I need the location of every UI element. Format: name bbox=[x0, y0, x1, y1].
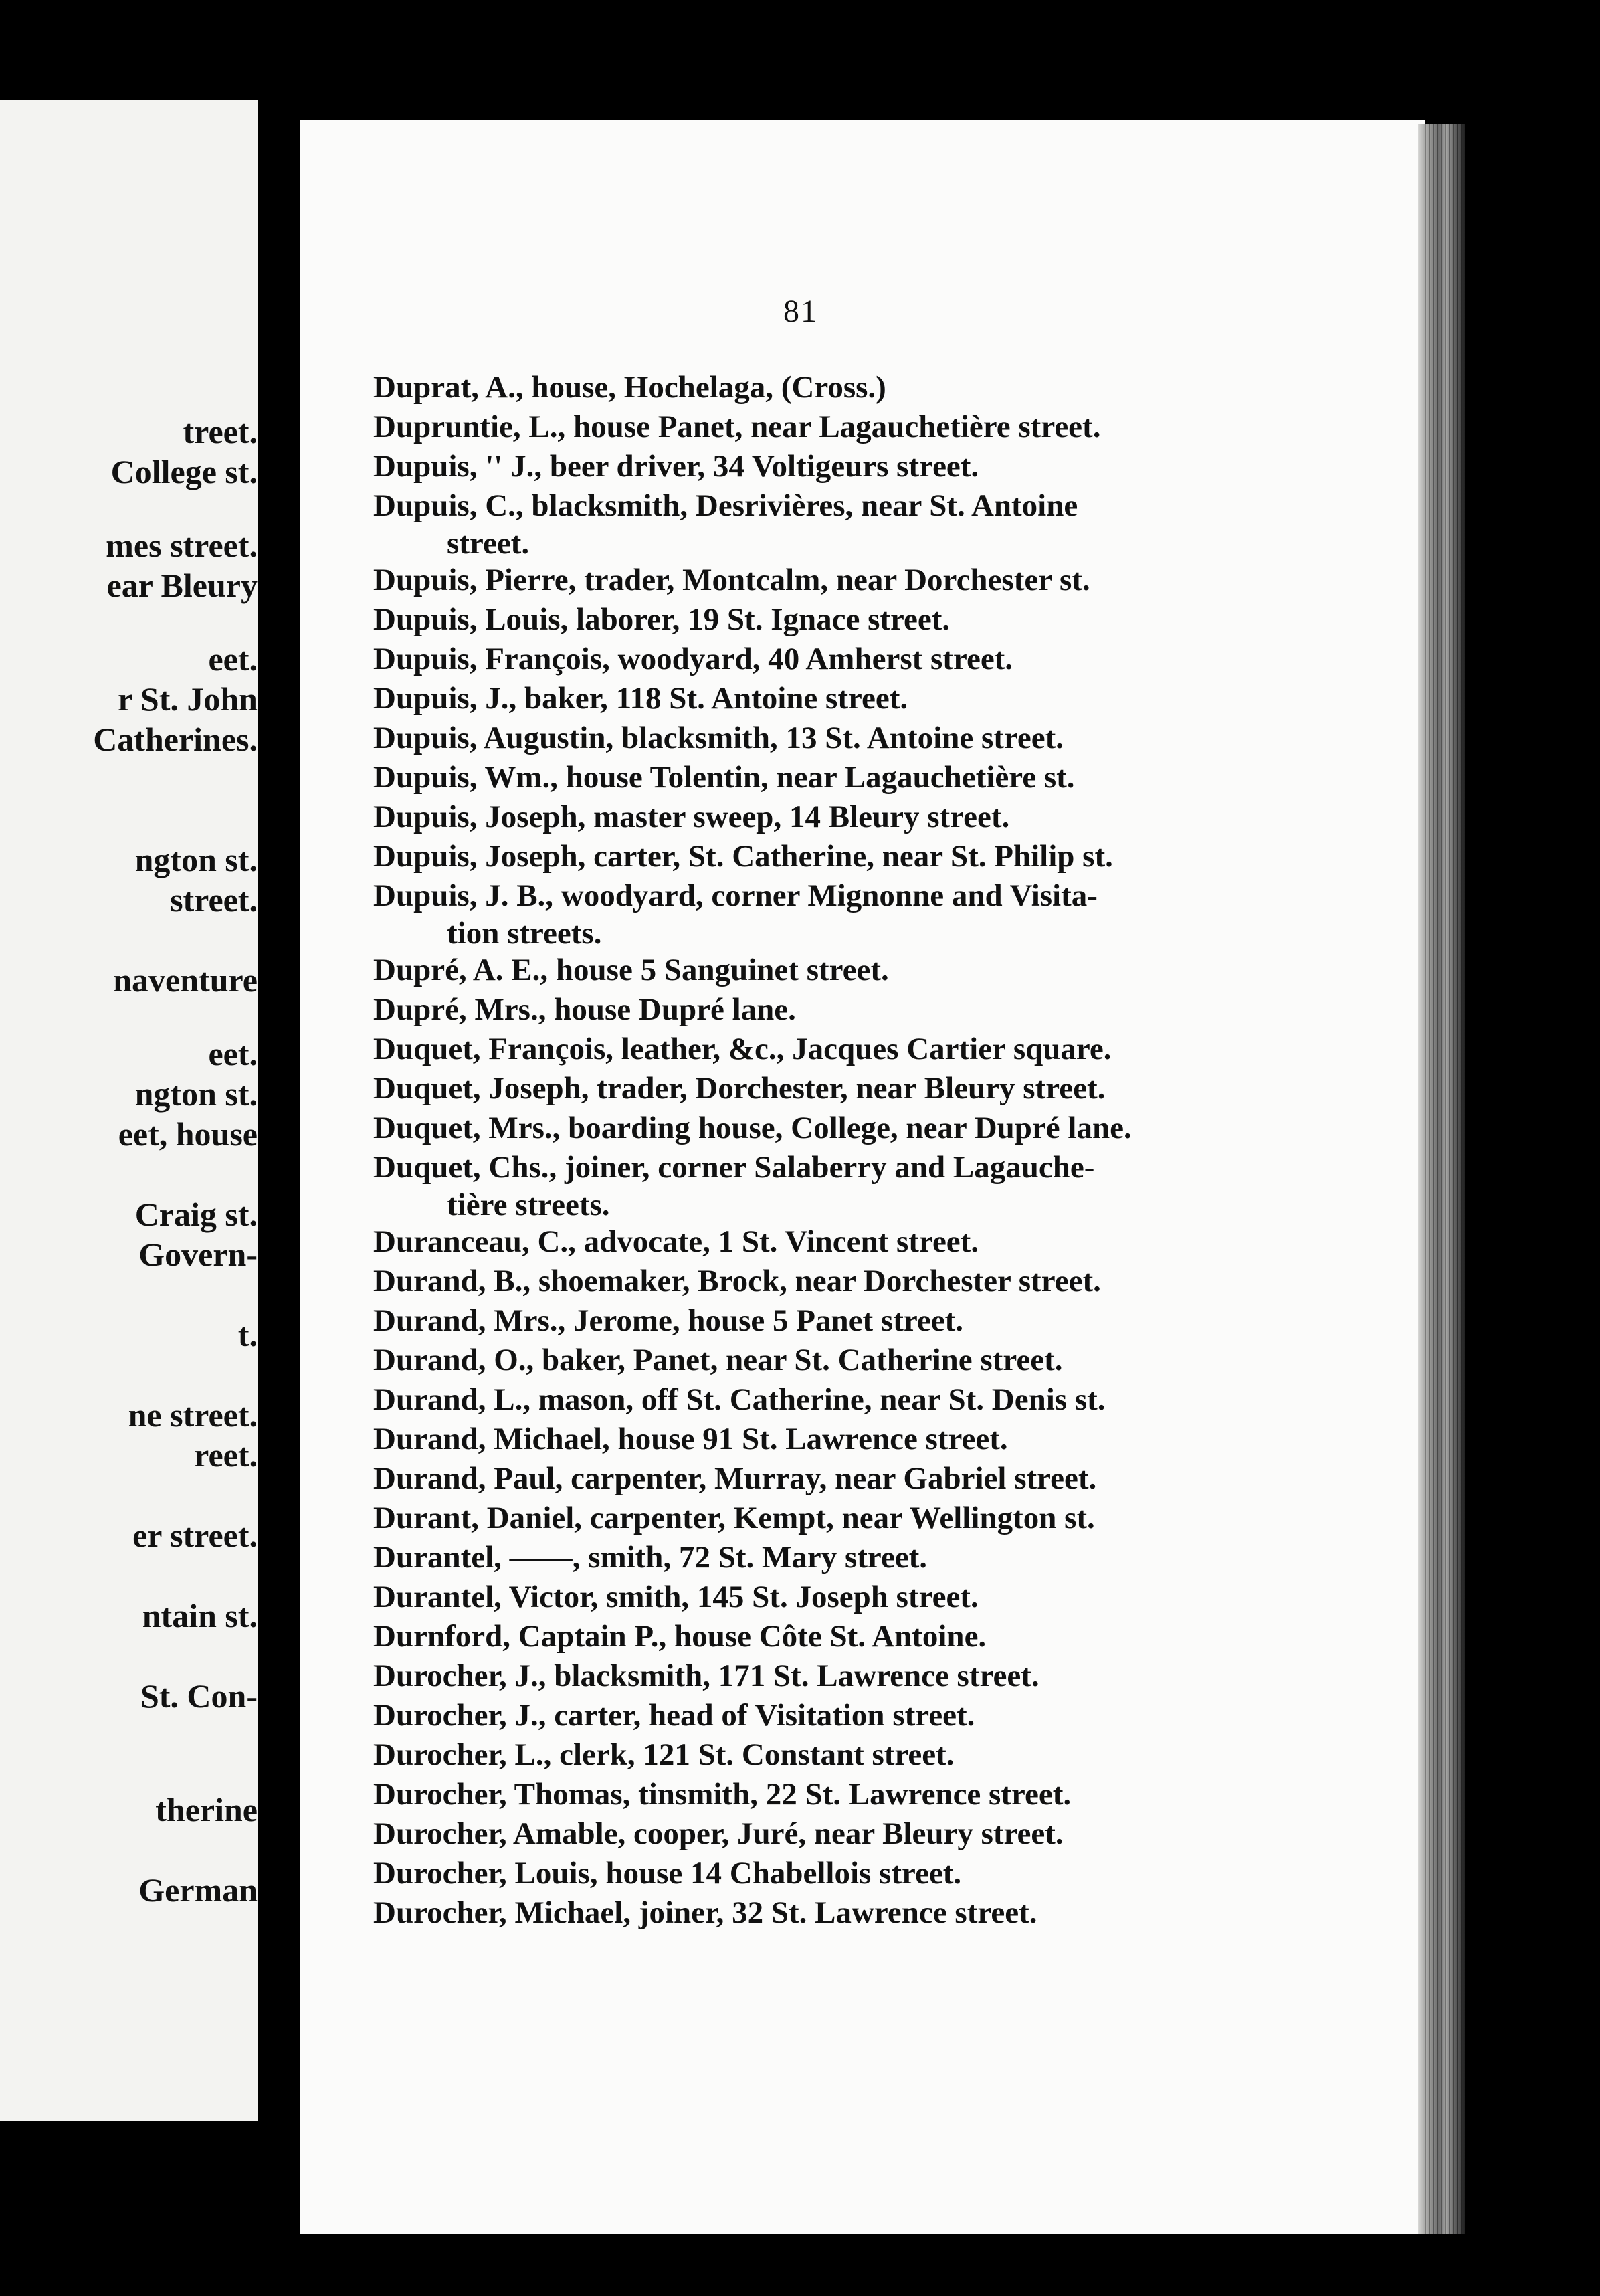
left-line: ear Bleury bbox=[106, 567, 258, 604]
directory-entry-continuation: street. bbox=[447, 526, 530, 561]
left-line: treet. bbox=[183, 413, 258, 450]
directory-page bbox=[300, 120, 1425, 2234]
directory-entry: Durocher, Michael, joiner, 32 St. Lawrence street. bbox=[373, 1895, 1037, 1930]
left-line: German bbox=[138, 1871, 258, 1909]
directory-entry: Durocher, J., carter, head of Visitation street. bbox=[373, 1698, 975, 1733]
left-line: College st. bbox=[110, 453, 258, 490]
directory-entry: Durand, Mrs., Jerome, house 5 Panet street. bbox=[373, 1303, 963, 1338]
directory-entry: Duquet, Joseph, trader, Dorchester, near Bleury street. bbox=[373, 1071, 1106, 1106]
directory-entry: Durnford, Captain P., house Côte St. Antoine. bbox=[373, 1619, 987, 1654]
left-line: Govern- bbox=[138, 1236, 258, 1273]
left-line: therine bbox=[155, 1791, 258, 1828]
left-line: Catherines. bbox=[93, 721, 258, 758]
directory-entry: Duquet, François, leather, &c., Jacques Cartier square. bbox=[373, 1032, 1112, 1066]
directory-entry: Durand, O., baker, Panet, near St. Catherine street. bbox=[373, 1343, 1063, 1377]
directory-entry: Dupré, Mrs., house Dupré lane. bbox=[373, 992, 796, 1027]
directory-entry: Duquet, Mrs., boarding house, College, near Dupré lane. bbox=[373, 1111, 1132, 1145]
directory-entry: Duranceau, C., advocate, 1 St. Vincent street. bbox=[373, 1224, 979, 1259]
directory-entry: Durocher, L., clerk, 121 St. Constant street. bbox=[373, 1737, 955, 1772]
directory-entry: Dupuis, Joseph, carter, St. Catherine, near St. Philip st. bbox=[373, 839, 1113, 874]
page-number: 81 bbox=[783, 294, 818, 329]
left-line: Craig st. bbox=[134, 1195, 258, 1233]
left-line: reet. bbox=[194, 1436, 258, 1474]
directory-entry: Durocher, Thomas, tinsmith, 22 St. Lawrence street. bbox=[373, 1777, 1072, 1812]
directory-entry-continuation: tion streets. bbox=[447, 916, 602, 951]
directory-entry: Durantel, ——, smith, 72 St. Mary street. bbox=[373, 1540, 928, 1575]
left-line: naventure bbox=[113, 961, 258, 999]
directory-entry: Dupuis, J. B., woodyard, corner Mignonne and Visita- bbox=[373, 878, 1098, 913]
left-line: ngton st. bbox=[134, 1075, 258, 1113]
directory-entry: Dupuis, Pierre, trader, Montcalm, near Dorchester st. bbox=[373, 563, 1090, 597]
directory-entry: Durantel, Victor, smith, 145 St. Joseph street. bbox=[373, 1580, 979, 1614]
directory-entry: Durand, B., shoemaker, Brock, near Dorchester street. bbox=[373, 1264, 1101, 1299]
directory-entry: Dupruntie, L., house Panet, near Lagauchetière street. bbox=[373, 409, 1101, 444]
left-line: eet. bbox=[208, 1035, 258, 1072]
left-line: ngton st. bbox=[134, 841, 258, 878]
directory-entry: Dupuis, Joseph, master sweep, 14 Bleury street. bbox=[373, 799, 1010, 834]
left-line: St. Con- bbox=[140, 1677, 258, 1715]
directory-entry: Dupuis, Augustin, blacksmith, 13 St. Antoine street. bbox=[373, 721, 1064, 755]
directory-entries bbox=[373, 368, 1417, 1933]
directory-entry: Durand, Paul, carpenter, Murray, near Gabriel street. bbox=[373, 1461, 1097, 1496]
directory-entry: Durocher, Amable, cooper, Juré, near Bleury street. bbox=[373, 1816, 1064, 1851]
left-line: street. bbox=[170, 881, 258, 919]
directory-entry: Durocher, J., blacksmith, 171 St. Lawrence street. bbox=[373, 1658, 1039, 1693]
left-line: er street. bbox=[132, 1517, 258, 1554]
left-line: ne street. bbox=[128, 1396, 258, 1434]
left-line: eet. bbox=[208, 640, 258, 678]
left-line: eet, house bbox=[118, 1115, 258, 1153]
directory-entry: Durocher, Louis, house 14 Chabellois street. bbox=[373, 1856, 962, 1891]
directory-entry: Durant, Daniel, carpenter, Kempt, near Wellington st. bbox=[373, 1501, 1095, 1535]
directory-entry-continuation: tière streets. bbox=[447, 1187, 610, 1222]
directory-entry: Dupuis, J., baker, 118 St. Antoine street. bbox=[373, 681, 908, 716]
directory-entry: Dupuis, '' J., beer driver, 34 Voltigeurs street. bbox=[373, 449, 979, 484]
directory-entry: Dupuis, Wm., house Tolentin, near Lagauchetière st. bbox=[373, 760, 1075, 795]
directory-entry: Durand, L., mason, off St. Catherine, near St. Denis st. bbox=[373, 1382, 1106, 1417]
directory-entry: Dupuis, François, woodyard, 40 Amherst street. bbox=[373, 642, 1013, 676]
left-line: r St. John bbox=[118, 680, 258, 718]
book-page-edge-texture bbox=[1425, 124, 1462, 2234]
book-gutter bbox=[258, 0, 298, 2296]
left-line: ntain st. bbox=[142, 1597, 258, 1634]
directory-entry: Dupuis, Louis, laborer, 19 St. Ignace street. bbox=[373, 602, 951, 637]
directory-entry: Durand, Michael, house 91 St. Lawrence street. bbox=[373, 1422, 1008, 1456]
left-line: t. bbox=[237, 1316, 258, 1353]
directory-entry: Dupré, A. E., house 5 Sanguinet street. bbox=[373, 953, 889, 987]
directory-entry: Dupuis, C., blacksmith, Desrivières, near St. Antoine bbox=[373, 488, 1078, 523]
left-line: mes street. bbox=[106, 527, 258, 564]
directory-entry: Duquet, Chs., joiner, corner Salaberry and Lagauche- bbox=[373, 1150, 1095, 1185]
left-page-fragment bbox=[0, 100, 258, 2121]
directory-entry: Duprat, A., house, Hochelaga, (Cross.) bbox=[373, 370, 886, 405]
